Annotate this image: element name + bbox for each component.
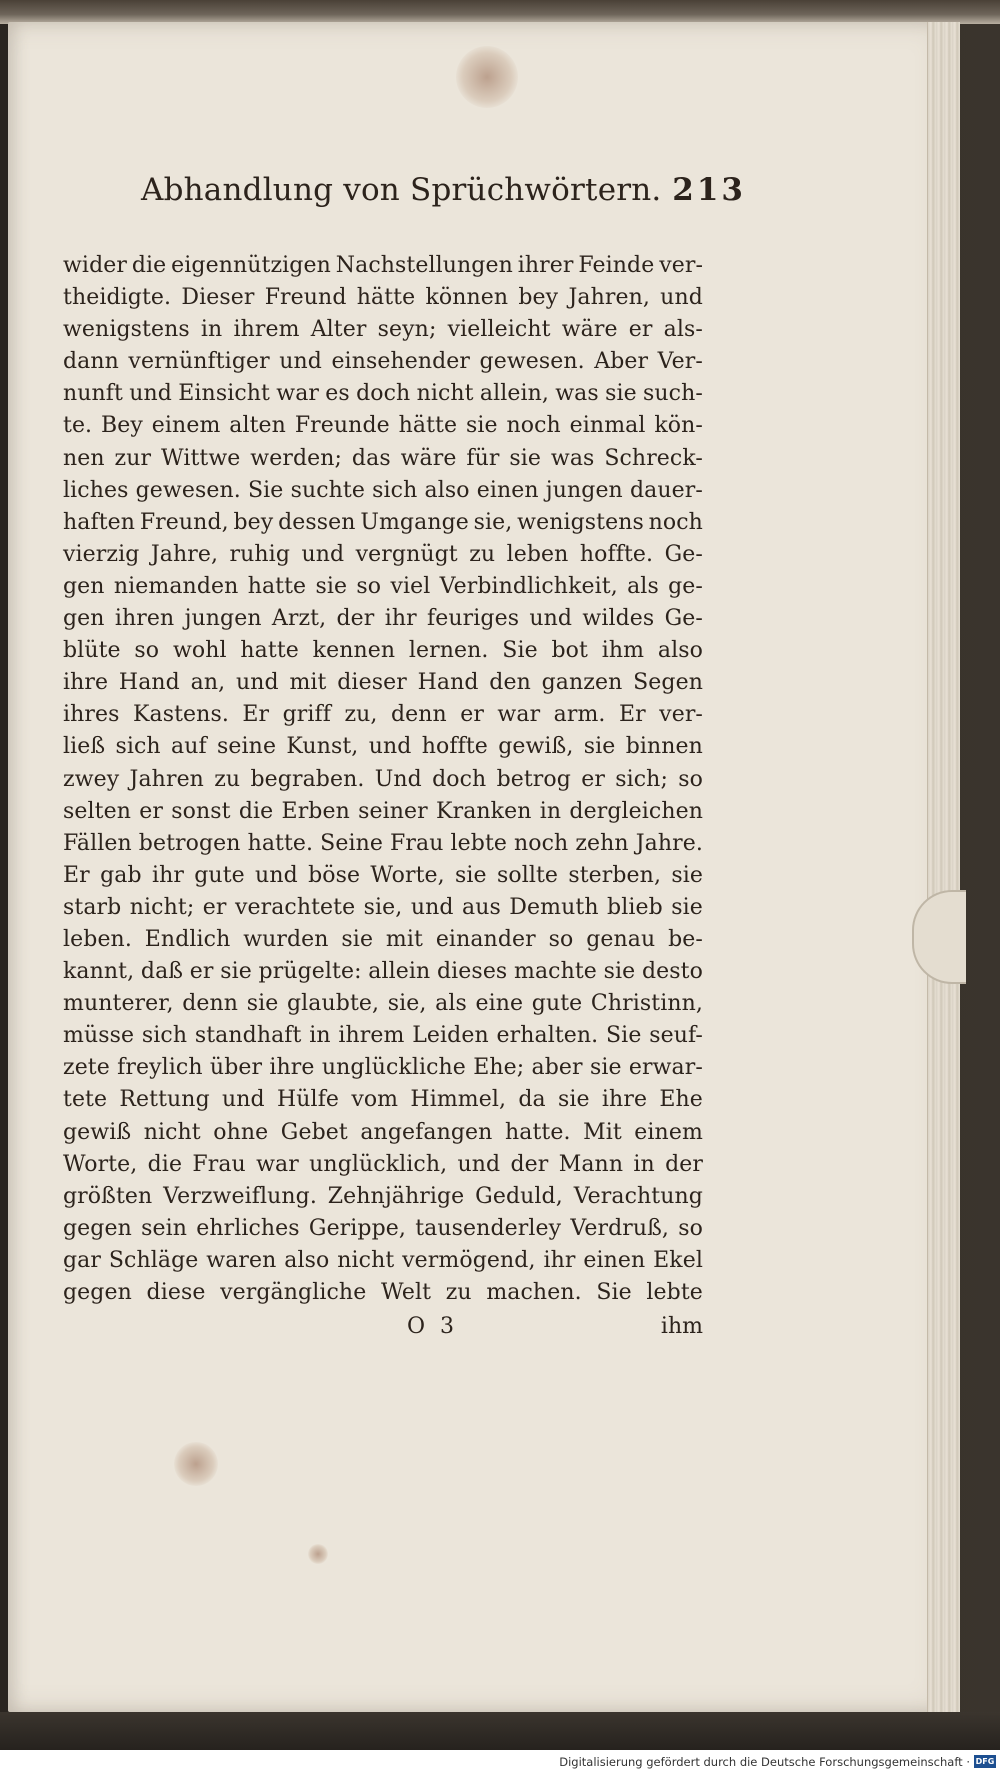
text-line: gewiß nicht ohne Gebet angefangen hatte. Mit einem: [63, 1119, 703, 1145]
text-line: haften Freund, bey dessen Umgange sie, wenigstens noch: [63, 509, 703, 535]
text-line: munterer, denn sie glaubte, sie, als eine gute Christinn,: [63, 991, 703, 1017]
text-line: theidigte. Dieser Freund hätte können bey Jahren, und: [63, 285, 703, 311]
text-line: nunft und Einsicht war es doch nicht allein, was sie such-: [63, 381, 703, 407]
page-number: 213: [672, 172, 746, 208]
text-line: selten er sonst die Erben seiner Kranken in dergleichen: [63, 798, 703, 824]
text-line: gen niemanden hatte sie so viel Verbindlichkeit, als ge-: [63, 573, 703, 599]
book-page: [8, 22, 960, 1712]
book-top-edge: [0, 0, 1000, 24]
text-line: zete freylich über ihre unglückliche Ehe; aber sie erwar-: [63, 1055, 703, 1081]
text-line: Er gab ihr gute und böse Worte, sie sollte sterben, sie: [63, 862, 703, 888]
text-line: starb nicht; er verachtete sie, und aus Demuth blieb sie: [63, 894, 703, 920]
text-line: kannt, daß er sie prügelte: allein dieses machte sie desto: [63, 959, 703, 985]
text-line: ihres Kastens. Er griff zu, denn er war arm. Er ver-: [63, 702, 703, 728]
book-bottom-edge: [0, 1712, 1000, 1750]
credit-bar: [0, 1750, 1000, 1775]
catchword: ihm: [660, 1314, 703, 1340]
text-line: dann vernünftiger und einsehender gewesen. Aber Ver-: [63, 349, 703, 375]
text-line: gen ihren jungen Arzt, der ihr feuriges und wildes Ge-: [63, 606, 703, 632]
text-line: wenigstens in ihrem Alter seyn; vielleicht wäre er als-: [63, 317, 703, 343]
page-footer: [63, 1309, 703, 1345]
text-line: blüte so wohl hatte kennen lernen. Sie bot ihm also: [63, 638, 703, 664]
text-line: vierzig Jahre, ruhig und vergnügt zu leben hoffte. Ge-: [63, 541, 703, 567]
stain-mark: [456, 46, 518, 108]
text-line: Fällen betrogen hatte. Seine Frau lebte noch zehn Jahre.: [63, 830, 703, 856]
text-line: leben. Endlich wurden sie mit einander so genau be-: [63, 926, 703, 952]
text-line: liches gewesen. Sie suchte sich also einen jungen dauer-: [63, 477, 703, 503]
running-head-title: Abhandlung von Sprüchwörtern.: [141, 172, 662, 208]
text-line: ließ sich auf seine Kunst, und hoffte gewiß, sie binnen: [63, 734, 703, 760]
bookmark-tab: [912, 890, 966, 984]
text-line: größten Verzweiflung. Zehnjährige Geduld, Verachtung: [63, 1183, 703, 1209]
running-head: [141, 172, 746, 232]
digitization-credit: Digitalisierung gefördert durch die Deutsche Forschungsgemeinschaft ·: [559, 1755, 970, 1769]
text-line: müsse sich standhaft in ihrem Leiden erhalten. Sie seuf-: [63, 1023, 703, 1049]
text-line: gar Schläge waren also nicht vermögend, ihr einen Ekel: [63, 1247, 703, 1273]
page-text-block: [63, 172, 746, 1345]
text-line: nen zur Wittwe werden; das wäre für sie was Schreck-: [63, 445, 703, 471]
text-line: gegen diese vergängliche Welt zu machen. Sie lebte: [63, 1280, 703, 1305]
text-line: wider die eigennützigen Nachstellungen ihrer Feinde ver-: [63, 253, 703, 278]
body-text: [63, 250, 703, 1309]
text-line: zwey Jahren zu begraben. Und doch betrog er sich; so: [63, 766, 703, 792]
text-line: te. Bey einem alten Freunde hätte sie noch einmal kön-: [63, 413, 703, 439]
stain-mark: [308, 1544, 328, 1564]
stain-mark: [174, 1442, 218, 1486]
dfg-logo-icon: DFG: [975, 1757, 995, 1766]
signature-mark: O 3: [407, 1314, 459, 1340]
page-edges: [927, 22, 960, 1712]
text-line: tete Rettung und Hülfe vom Himmel, da sie ihre Ehe: [63, 1087, 703, 1113]
text-line: gegen sein ehrliches Gerippe, tausenderley Verdruß, so: [63, 1215, 703, 1241]
text-line: ihre Hand an, und mit dieser Hand den ganzen Segen: [63, 670, 703, 696]
text-line: Worte, die Frau war unglücklich, und der Mann in der: [63, 1151, 703, 1177]
